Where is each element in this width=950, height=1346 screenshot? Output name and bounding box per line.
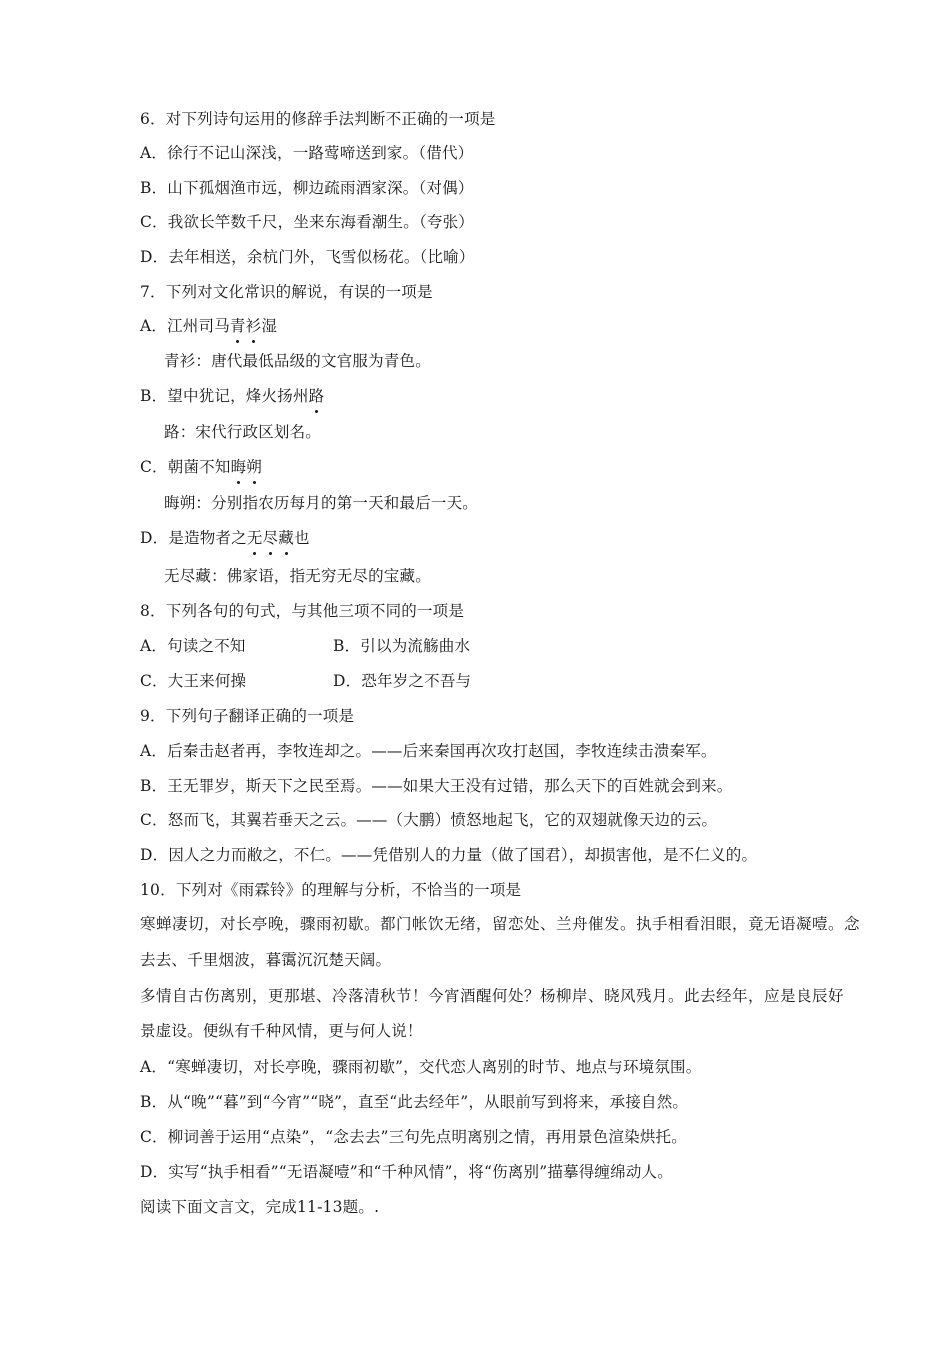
q7-d-prefix: D．是造物者之 xyxy=(140,529,247,547)
q7-d-note: 无尽藏：佛家语，指无穷无尽的宝藏。 xyxy=(164,567,431,585)
q8-option-d: D．恐年岁之不吾与 xyxy=(333,672,472,690)
q10-stem: 10．下列对《雨霖铃》的理解与分析，不恰当的一项是 xyxy=(140,881,522,899)
q9-option-d: D．因人之力而敝之，不仁。——凭借别人的力量（做了国君），却损害他，是不仁义的。 xyxy=(140,846,758,864)
q7-option-a xyxy=(140,316,277,336)
emphasis-dotted-char: 晦 xyxy=(230,458,247,476)
emphasis-dotted-char: 尽 xyxy=(262,529,279,547)
reading-intro: 阅读下面文言文，完成11-13题。. xyxy=(140,1198,380,1216)
q6-option-d: D．去年相送，余杭门外，飞雪似杨花。（比喻） xyxy=(140,248,475,266)
q6-option-b: B．山下孤烟渔市远，柳边疏雨酒家深。（对偶） xyxy=(140,179,474,197)
q7-c-prefix: C．朝菌不知 xyxy=(140,458,231,476)
emphasis-dotted-char: 青 xyxy=(229,317,246,335)
q7-a-note: 青衫：唐代最低品级的文官服为青色。 xyxy=(164,352,431,370)
q9-option-a: A．后秦击赵者再，李牧连却之。——后来秦国再次攻打赵国，李牧连续击溃秦军。 xyxy=(140,742,717,760)
q9-option-c: C．怒而飞，其翼若垂天之云。——（大鹏）愤怒地起飞，它的双翅就像天边的云。 xyxy=(140,811,718,829)
q10-option-a: A．“寒蝉凄切，对长亭晚，骤雨初歇”，交代恋人离别的时节、地点与环境氛围。 xyxy=(140,1058,702,1076)
emphasis-dotted-char: 朔 xyxy=(246,458,262,476)
q7-b-prefix: B．望中犹记，烽火扬州 xyxy=(140,387,309,405)
q10-poem-line-3: 多情自古伤离别，更那堪、冷落清秋节！今宵酒醒何处？杨柳岸、晓风残月。此去经年，应是良辰好 xyxy=(140,987,845,1005)
q7-option-d xyxy=(140,528,310,548)
q9-option-b: B．王无罪岁，斯天下之民至焉。——如果大王没有过错，那么天下的百姓就会到来。 xyxy=(140,777,733,795)
q8-option-a: A．句读之不知 xyxy=(140,637,246,655)
q8-stem: 8．下列各句的句式，与其他三项不同的一项是 xyxy=(140,602,465,620)
emphasis-dotted-char: 路 xyxy=(308,387,325,405)
q7-b-emphasized xyxy=(309,387,325,405)
emphasis-dotted-char: 衫 xyxy=(245,317,262,335)
q7-a-emphasized xyxy=(230,317,261,335)
q7-option-b xyxy=(140,386,324,406)
q10-option-d: D．实写“执手相看”“无语凝噎”和“千种风情”，将“伤离别”描摹得缠绵动人。 xyxy=(140,1163,673,1181)
q7-c-note: 晦朔：分别指农历每月的第一天和最后一天。 xyxy=(164,494,479,512)
q7-c-emphasized xyxy=(231,458,262,476)
emphasis-dotted-char: 无 xyxy=(246,529,263,547)
q7-a-prefix: A．江州司马 xyxy=(140,317,230,335)
q8-option-c: C．大王来何操 xyxy=(140,672,247,690)
q7-d-emphasized xyxy=(247,529,294,547)
q6-option-c: C．我欲长竿数千尺，坐来东海看潮生。（夸张） xyxy=(140,213,475,231)
q8-option-b: B．引以为流觞曲水 xyxy=(333,637,471,655)
q9-stem: 9．下列句子翻译正确的一项是 xyxy=(140,707,355,725)
q7-d-suffix: 也 xyxy=(293,529,310,547)
q7-stem: 7．下列对文化常识的解说，有误的一项是 xyxy=(140,283,433,301)
q10-poem-line-4: 景虚设。便纵有千种风情，更与何人说！ xyxy=(140,1022,423,1040)
q6-option-a: A．徐行不记山深浅，一路莺啼送到家。（借代） xyxy=(140,144,474,162)
emphasis-dotted-char: 藏 xyxy=(278,529,294,547)
q6-stem: 6．对下列诗句运用的修辞手法判断不正确的一项是 xyxy=(140,110,496,128)
q10-poem-line-2: 去去、千里烟波，暮霭沉沉楚天阔。 xyxy=(140,951,392,969)
q7-a-suffix: 湿 xyxy=(261,317,278,335)
q10-poem-line-1: 寒蝉凄切，对长亭晚，骤雨初歇。都门帐饮无绪，留恋处、兰舟催发。执手相看泪眼，竟无语凝噎。念 xyxy=(140,915,861,933)
q7-option-c xyxy=(140,457,262,477)
q7-b-note: 路：宋代行政区划名。 xyxy=(164,423,322,441)
q10-option-b: B．从“晚”“暮”到“今宵”“晓”，直至“此去经年”，从眼前写到将来，承接自然。 xyxy=(140,1093,689,1111)
q10-option-c: C．柳词善于运用“点染”，“念去去”三句先点明离别之情，再用景色渲染烘托。 xyxy=(140,1128,687,1146)
